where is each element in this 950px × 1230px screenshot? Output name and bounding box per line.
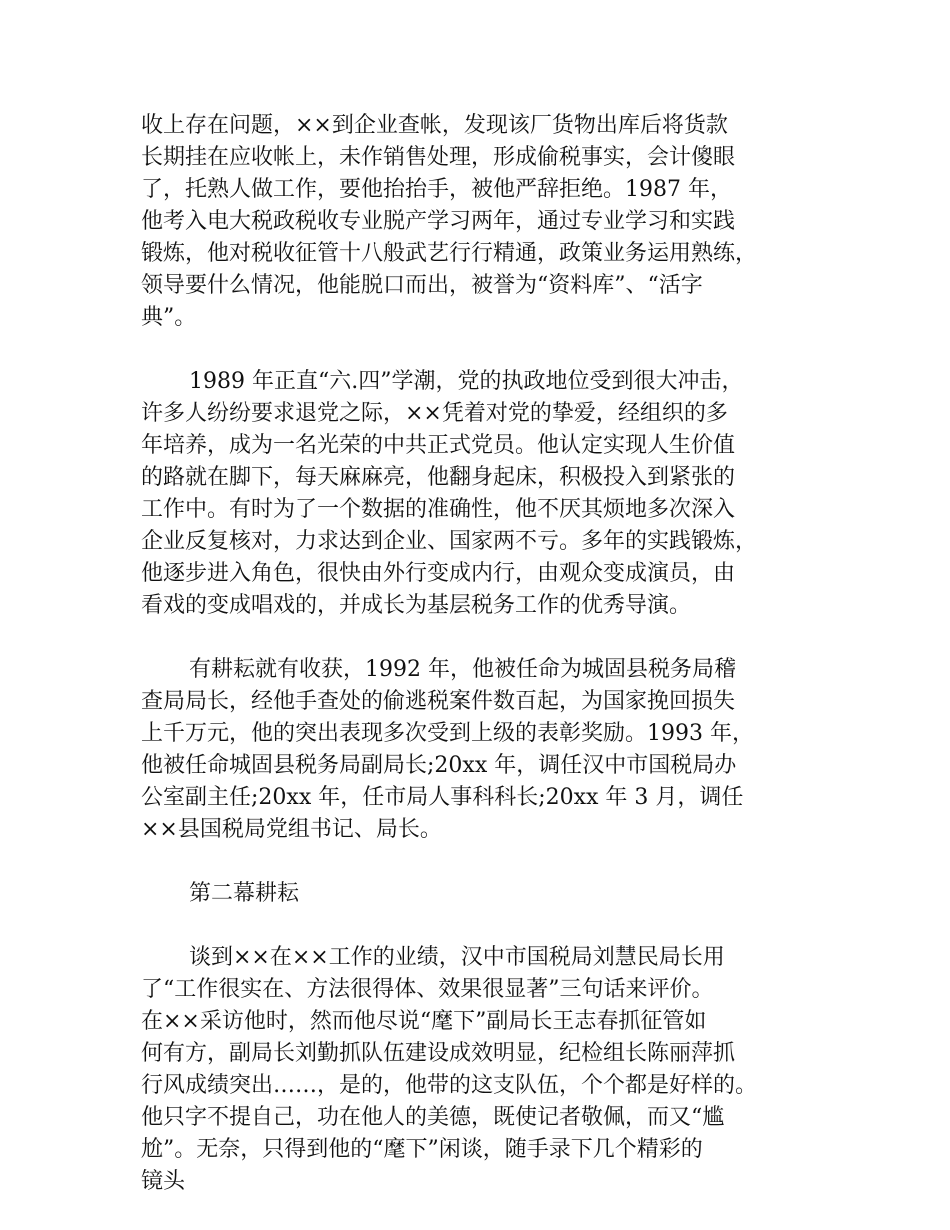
text-line: 谈到××在××工作的业绩，汉中市国税局刘慧民局长用 bbox=[189, 945, 725, 970]
text-line: 1989 年正直“六.四”学潮，党的执政地位受到很大冲击， bbox=[189, 369, 744, 394]
text-line: ××县国税局党组书记、局长。 bbox=[141, 817, 442, 842]
text-line: 锻炼，他对税收征管十八般武艺行行精通，政策业务运用熟练， bbox=[141, 241, 758, 266]
paragraph-3 bbox=[141, 654, 831, 846]
text-line: 行风成绩突出……，是的，他带的这支队伍，个个都是好样的。 bbox=[141, 1073, 758, 1098]
section-heading bbox=[141, 878, 831, 910]
text-line: 公室副主任;20xx 年，任市局人事科科长;20xx 年 3 月，调任 bbox=[141, 785, 744, 810]
text-line: 他只字不提自己，功在他人的美德，既使记者敬佩，而又“尴 bbox=[141, 1105, 725, 1130]
text-line: 了“工作很实在、方法很得体、效果很显著”三句话来评价。 bbox=[141, 977, 714, 1002]
text-line: 他考入电大税政税收专业脱产学习两年，通过专业学习和实践 bbox=[141, 209, 736, 234]
text-line: 工作中。有时为了一个数据的准确性，他不厌其烦地多次深入 bbox=[141, 497, 736, 522]
text-line: 镜头 bbox=[141, 1169, 186, 1194]
heading-line: 第二幕耕耘 bbox=[189, 881, 300, 906]
text-line: 尬”。无奈，只得到他的“麾下”闲谈，随手录下几个精彩的 bbox=[141, 1137, 703, 1162]
text-line: 的路就在脚下，每天麻麻亮，他翻身起床，积极投入到紧张的 bbox=[141, 465, 736, 490]
text-line: 长期挂在应收帐上，未作销售处理，形成偷税事实，会计傻眼 bbox=[141, 145, 736, 170]
text-line: 他逐步进入角色，很快由外行变成内行，由观众变成演员，由 bbox=[141, 561, 736, 586]
text-line: 企业反复核对，力求达到企业、国家两不亏。多年的实践锻炼， bbox=[141, 529, 758, 554]
document-page bbox=[141, 110, 831, 1230]
text-line: 典”。 bbox=[141, 305, 197, 330]
text-line: 了，托熟人做工作，要他抬抬手，被他严辞拒绝。1987 年， bbox=[141, 177, 732, 202]
text-line: 他被任命城固县税务局副局长;20xx 年，调任汉中市国税局办 bbox=[141, 753, 737, 778]
paragraph-2 bbox=[141, 366, 831, 622]
paragraph-5 bbox=[141, 942, 831, 1198]
paragraph-1 bbox=[141, 110, 831, 334]
text-line: 领导要什么情况，他能脱口而出，被誉为“资料库”、“活字 bbox=[141, 273, 703, 298]
text-line: 上千万元，他的突出表现多次受到上级的表彰奖励。1993 年， bbox=[141, 721, 754, 746]
text-line: 何有方，副局长刘勤抓队伍建设成效明显，纪检组长陈丽萍抓 bbox=[141, 1041, 736, 1066]
text-line: 在××采访他时，然而他尽说“麾下”副局长王志春抓征管如 bbox=[141, 1009, 707, 1034]
text-line: 看戏的变成唱戏的，并成长为基层税务工作的优秀导演。 bbox=[141, 593, 692, 618]
text-line: 年培养，成为一名光荣的中共正式党员。他认定实现人生价值 bbox=[141, 433, 736, 458]
text-line: 收上存在问题，××到企业查帐，发现该厂货物出库后将货款 bbox=[141, 113, 728, 138]
text-line: 有耕耘就有收获，1992 年，他被任命为城固县税务局稽 bbox=[189, 657, 736, 682]
text-line: 查局局长，经他手查处的偷逃税案件数百起，为国家挽回损失 bbox=[141, 689, 736, 714]
text-line: 许多人纷纷要求退党之际，××凭着对党的挚爱，经组织的多 bbox=[141, 401, 728, 426]
